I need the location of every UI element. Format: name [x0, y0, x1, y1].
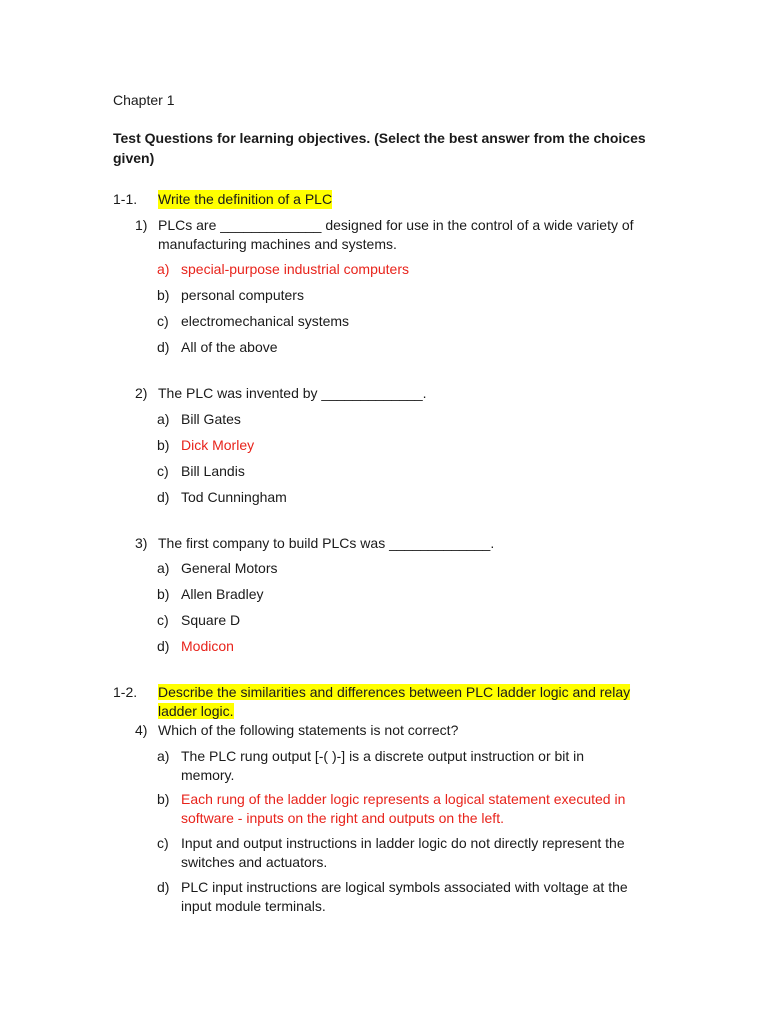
- question-text: The first company to build PLCs was _____________.: [158, 535, 495, 551]
- answer-option: [157, 260, 657, 279]
- answer-option: [157, 790, 652, 828]
- option-letter: c): [157, 313, 169, 329]
- option-text: Tod Cunningham: [181, 489, 287, 505]
- answer-option: [157, 312, 657, 331]
- option-text: Modicon: [181, 638, 234, 654]
- option-letter: d): [157, 879, 170, 895]
- option-text: General Motors: [181, 560, 278, 576]
- option-text: special-purpose industrial computers: [181, 261, 409, 277]
- option-letter: b): [157, 437, 170, 453]
- answer-option: [157, 834, 632, 872]
- option-text: Square D: [181, 612, 241, 628]
- answer-option: [157, 585, 657, 604]
- objective-1-1: [113, 190, 673, 209]
- option-text: All of the above: [181, 339, 278, 355]
- answer-option: [157, 878, 632, 916]
- option-letter: d): [157, 339, 170, 355]
- option-text: Input and output instructions in ladder logic do not directly represent the switches and actuators.: [181, 835, 625, 870]
- option-letter: a): [157, 560, 170, 576]
- objective-number: 1-1.: [113, 191, 138, 207]
- option-letter: d): [157, 489, 170, 505]
- question-4: [135, 721, 665, 740]
- question-number: 3): [135, 535, 148, 551]
- question-2: [135, 384, 665, 403]
- option-letter: b): [157, 586, 170, 602]
- answer-option: [157, 637, 657, 656]
- question-text: The PLC was invented by _____________.: [158, 385, 427, 401]
- option-letter: d): [157, 638, 170, 654]
- answer-option: [157, 488, 657, 507]
- objective-text: Write the definition of a PLC: [158, 191, 333, 207]
- option-letter: a): [157, 261, 170, 277]
- question-number: 1): [135, 217, 148, 233]
- answer-option: [157, 611, 657, 630]
- question-1: [135, 216, 665, 254]
- answer-option: [157, 410, 657, 429]
- answer-option: [157, 559, 657, 578]
- option-letter: b): [157, 791, 170, 807]
- option-text: personal computers: [181, 287, 304, 303]
- option-text: electromechanical systems: [181, 313, 350, 329]
- option-text: The PLC rung output [-( )-] is a discrete output instruction or bit in memory.: [181, 748, 585, 783]
- answer-option: [157, 747, 627, 785]
- objective-text: [158, 683, 643, 721]
- question-number: 4): [135, 722, 148, 738]
- option-letter: b): [157, 287, 170, 303]
- option-letter: a): [157, 748, 170, 764]
- option-text: Dick Morley: [181, 437, 255, 453]
- question-text: PLCs are _____________ designed for use in the control of a wide variety of manufacturing machines and systems.: [158, 217, 634, 252]
- option-text: Each rung of the ladder logic represents a logical statement executed in software - inputs on the right and outputs on the left.: [181, 791, 626, 826]
- option-letter: a): [157, 411, 170, 427]
- question-number: 2): [135, 385, 148, 401]
- objective-1-2: [113, 683, 643, 721]
- answer-option: [157, 286, 657, 305]
- question-3: [135, 534, 665, 553]
- option-text: Bill Gates: [181, 411, 241, 427]
- option-letter: c): [157, 463, 169, 479]
- answer-option: [157, 338, 657, 357]
- objective-number: 1-2.: [113, 684, 138, 700]
- objective-highlight: Describe the similarities and differences between PLC ladder logic and relay ladder logic.: [158, 684, 631, 719]
- option-text: Allen Bradley: [181, 586, 264, 602]
- chapter-heading: Chapter 1: [113, 92, 175, 108]
- option-letter: c): [157, 612, 169, 628]
- intro-text: Test Questions for learning objectives. (Select the best answer from the choices given): [113, 130, 646, 166]
- option-text: Bill Landis: [181, 463, 245, 479]
- option-letter: c): [157, 835, 169, 851]
- option-text: PLC input instructions are logical symbols associated with voltage at the input module terminals.: [181, 879, 628, 914]
- question-text: Which of the following statements is not correct?: [158, 722, 459, 738]
- answer-option: [157, 462, 657, 481]
- answer-option: [157, 436, 657, 455]
